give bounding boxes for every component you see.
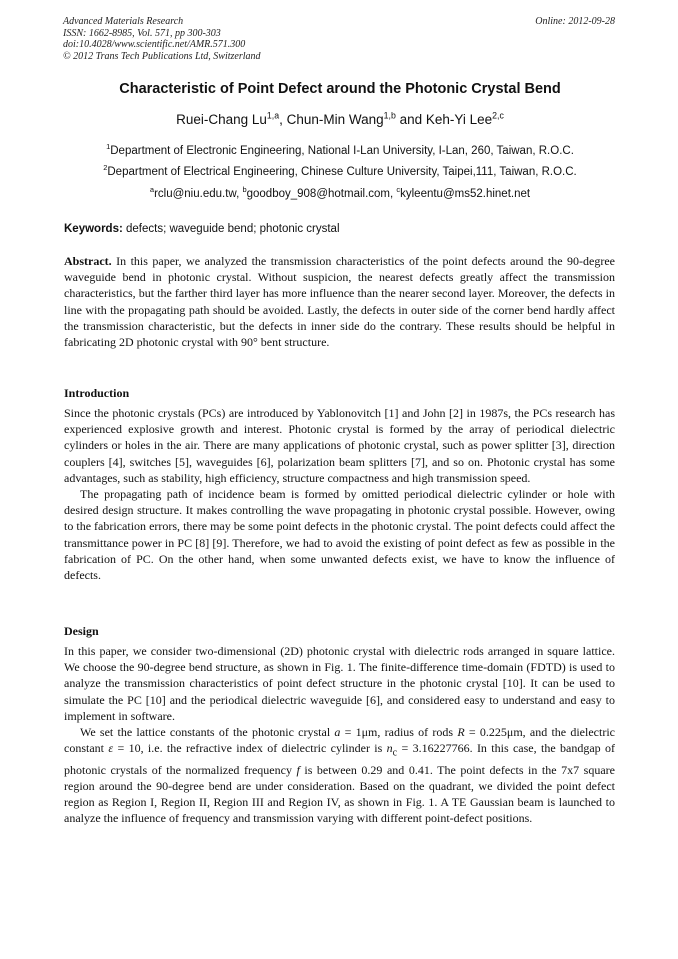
math-variable: a [334, 725, 341, 740]
affiliation-2 [40, 163, 640, 178]
email-text[interactable]: kyleentu@ms52.hinet.net [400, 188, 531, 200]
author-superscript: 1,a [266, 110, 280, 121]
journal-name: Advanced Materials Research [63, 16, 184, 27]
text-run: = 1μm, radius of rods [340, 725, 458, 740]
author-superscript: 1,b [383, 110, 396, 121]
author-superscript: 2,c [492, 110, 504, 121]
copyright-line: © 2012 Trans Tech Publications Ltd, Switzerland [63, 50, 261, 62]
email-marker: a [149, 185, 155, 195]
text-run: = 3.16227766. In this case, the bandgap of photonic crystals of the normalized frequency [64, 741, 615, 777]
math-subscript: c [392, 747, 398, 759]
text-run: = 0.225μm, and the dielectric constant [64, 725, 615, 756]
introduction-section [64, 405, 615, 583]
paper-title: Characteristic of Point Defect around the Photonic Crystal Bend [119, 81, 561, 97]
keywords-text: defects; waveguide bend; photonic crystal [122, 223, 340, 235]
online-date: Online: 2012-09-28 [535, 16, 615, 27]
affiliation-1 [40, 142, 640, 157]
paragraph: The propagating path of incidence beam is formed by omitted periodical dielectric cylinder or hole with desired design structure. It makes controlling the wave propagating in photonic crystal possible. However, owing to the fabrication errors, there may be some point defects in the photonic crystal. The point defects could affect the transmittance power in PC [8] [9]. Therefore, we had to avoid the existing of point defect as few as possible in the fabrication of PC. On the other hand, when some unwanted defects exist, we have to know the influence of defects. [64, 487, 615, 583]
email-marker: b [242, 185, 247, 195]
abstract-text: In this paper, we analyzed the transmission characteristics of the point defects around the 90-degree waveguide bend in photonic crystal. Without suspicion, the nearest defects greatly affect the transmission characteristics, but the farther third layer has more influence than the nearer second layer. Moreover, the defects in line with the propagating path should be avoided. Lastly, the defects in outer side of the corner bend hardly affect the transmission characteristic, but the defects in inner side do the contrary. These results should be helpful in fabricating 2D photonic crystal with 90° bent structure. [64, 254, 615, 350]
author-emails [40, 185, 640, 200]
author-list [40, 112, 640, 127]
author-name: Ruei-Chang Lu [176, 112, 267, 127]
design-section [64, 643, 615, 827]
email-text[interactable]: rclu@niu.edu.tw, [154, 188, 243, 200]
affiliation-text: Department of Electronic Engineering, National I-Lan University, I-Lan, 260, Taiwan, R.O.C. [110, 145, 574, 157]
text-run: = 10, i.e. the refractive index of dielectric cylinder is [113, 741, 387, 756]
section-heading-design: Design [64, 624, 99, 638]
email-marker: c [396, 185, 401, 195]
paragraph [64, 724, 615, 827]
paragraph: In this paper, we consider two-dimensional (2D) photonic crystal with dielectric rods arranged in square lattice. We choose the 90-degree bend structure, as shown in Fig. 1. The finite-difference time-domain (FDTD) is used to analyze the transmission characteristics of point defect structure in the photonic crystal [10]. It can be used to simulate the PC [10] and the periodical dielectric waveguide [6], and considered easy to understand and easy to implement in software. [64, 644, 615, 723]
paragraph: Since the photonic crystals (PCs) are introduced by Yablonovitch [1] and John [2] in 1987s, the PCs research has experienced explosive growth and interest. Photonic crystal is formed by the array of periodical dielectric cylinders or holes in the air. There are many applications of photonic crystal, such as power splitter [3], direction couplers [4], switches [5], waveguides [6], polarization beam splitters [7], and so on. Photonic crystal has some advantages, such as stability, high efficiency, structure compactness and high transmission speed. [64, 406, 615, 485]
math-variable: R [457, 725, 465, 740]
text-run: is between 0.29 and 0.41. The point defects in the 7x7 square region around the 90-degree bend are under consideration. Based on the quadrant, we divided the point defect region as Region I, Region II, Region III and Region IV, as shown in Fig. 1. A TE Gaussian beam is launched to analyze the influence of frequency and transmission varying with different point-defect positions. [64, 762, 615, 826]
math-variable: n [386, 741, 393, 756]
text-run: We set the lattice constants of the photonic crystal [80, 725, 335, 740]
email-text[interactable]: goodboy_908@hotmail.com, [246, 188, 397, 200]
issn-line: ISSN: 1662-8985, Vol. 571, pp 300-303 [63, 27, 221, 39]
math-variable: f [296, 762, 300, 777]
keywords [64, 223, 616, 235]
abstract [64, 253, 615, 350]
abstract-label: Abstract. [64, 254, 112, 268]
author-name: , Chun-Min Wang [279, 112, 384, 127]
journal-header [63, 16, 615, 62]
keywords-label: Keywords: [64, 223, 123, 235]
affiliation-number: 2 [103, 163, 108, 173]
math-variable: ε [108, 741, 114, 756]
affiliation-text: Department of Electrical Engineering, Chinese Culture University, Taipei,111, Taiwan, R.O.C. [107, 166, 577, 178]
doi-line: doi:10.4028/www.scientific.net/AMR.571.300 [63, 39, 246, 50]
affiliation-number: 1 [106, 142, 111, 152]
section-heading-introduction: Introduction [64, 386, 130, 400]
author-name: and Keh-Yi Lee [395, 112, 493, 127]
